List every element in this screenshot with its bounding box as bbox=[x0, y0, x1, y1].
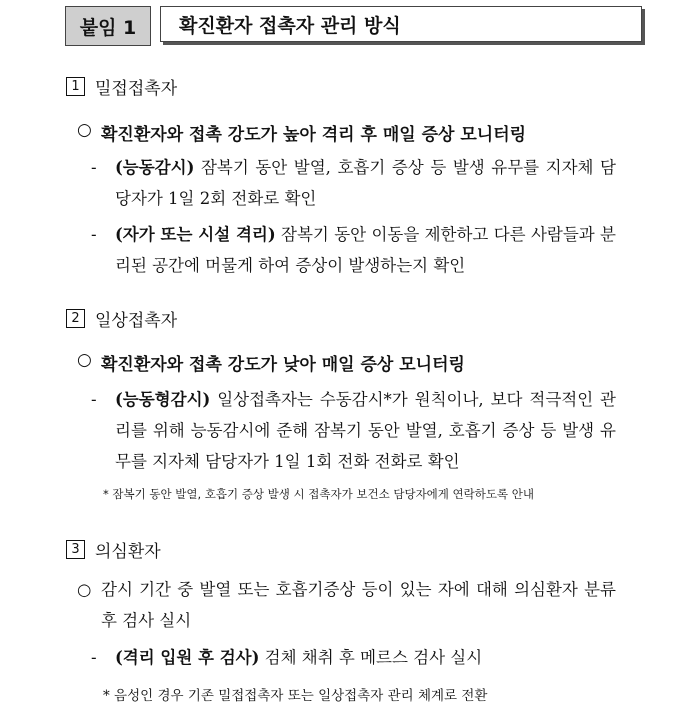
circle-bullet: ○ bbox=[77, 350, 92, 370]
dash-bullet: - bbox=[91, 225, 97, 244]
dash-bullet: - bbox=[91, 648, 97, 667]
section-2-point: ○ 확진환자와 접촉 강도가 낮아 매일 증상 모니터링 bbox=[77, 350, 465, 375]
item-text: 일상접촉자는 수동감시*가 원칙이나, 보다 적극적인 관리를 위해 능동감시에 준해 잠복기 동안 발열, 호흡기 증상 등 발생 유무를 지자체 담당자가 1일 1회 전화 전화로 확인 bbox=[115, 390, 616, 471]
section-3-item-1 bbox=[91, 642, 616, 673]
section-1-heading bbox=[66, 74, 177, 99]
dash-bullet: - bbox=[91, 390, 97, 409]
section-title: 밀접접촉자 bbox=[95, 79, 178, 99]
circle-bullet: ○ bbox=[77, 580, 92, 599]
item-label: (격리 입원 후 검사) bbox=[115, 648, 260, 667]
section-1-point: ○ 확진환자와 접촉 강도가 높아 격리 후 매일 증상 모니터링 bbox=[77, 120, 527, 145]
header bbox=[65, 6, 642, 44]
dash-bullet: - bbox=[91, 158, 97, 177]
section-title: 일상접촉자 bbox=[95, 311, 178, 331]
item-text: 검체 채취 후 메르스 검사 실시 bbox=[259, 648, 483, 667]
item-label: (능동형감시) bbox=[115, 390, 211, 409]
page-title: 확진환자 접촉자 관리 방식 bbox=[160, 6, 642, 42]
item-text: 잠복기 동안 발열, 호흡기 증상 등 발생 유무를 지자체 담당자가 1일 2회 전화로 확인 bbox=[115, 158, 616, 208]
item-label: (능동감시) bbox=[115, 158, 195, 177]
item-label: (자가 또는 시설 격리) bbox=[115, 225, 276, 244]
section-2-heading bbox=[66, 306, 177, 331]
section-number: 3 bbox=[66, 540, 85, 559]
section-2-footnote: * 잠복기 동안 발열, 호흡기 증상 발생 시 접촉자가 보건소 담당자에게 연락하도록 안내 bbox=[103, 487, 534, 501]
circle-bullet: ○ bbox=[77, 120, 92, 140]
section-1-item-2 bbox=[91, 219, 616, 281]
section-title: 의심환자 bbox=[95, 542, 161, 562]
section-2-item-1 bbox=[91, 384, 616, 477]
section-3-footnote: * 음성인 경우 기존 밀접접촉자 또는 일상접촉자 관리 체계로 전환 bbox=[103, 688, 488, 704]
section-3-point: ○ 감시 기간 중 발열 또는 호흡기증상 등이 있는 자에 대해 의심환자 분류 후 검사 실시 bbox=[77, 574, 616, 636]
section-number: 2 bbox=[66, 309, 85, 328]
section-number: 1 bbox=[66, 77, 85, 96]
section-1-item-1 bbox=[91, 152, 616, 214]
attachment-tag: 붙임 1 bbox=[65, 6, 151, 46]
item-text: 잠복기 동안 이동을 제한하고 다른 사람들과 분리된 공간에 머물게 하여 증상이 발생하는지 확인 bbox=[115, 225, 616, 275]
section-3-heading bbox=[66, 537, 161, 562]
